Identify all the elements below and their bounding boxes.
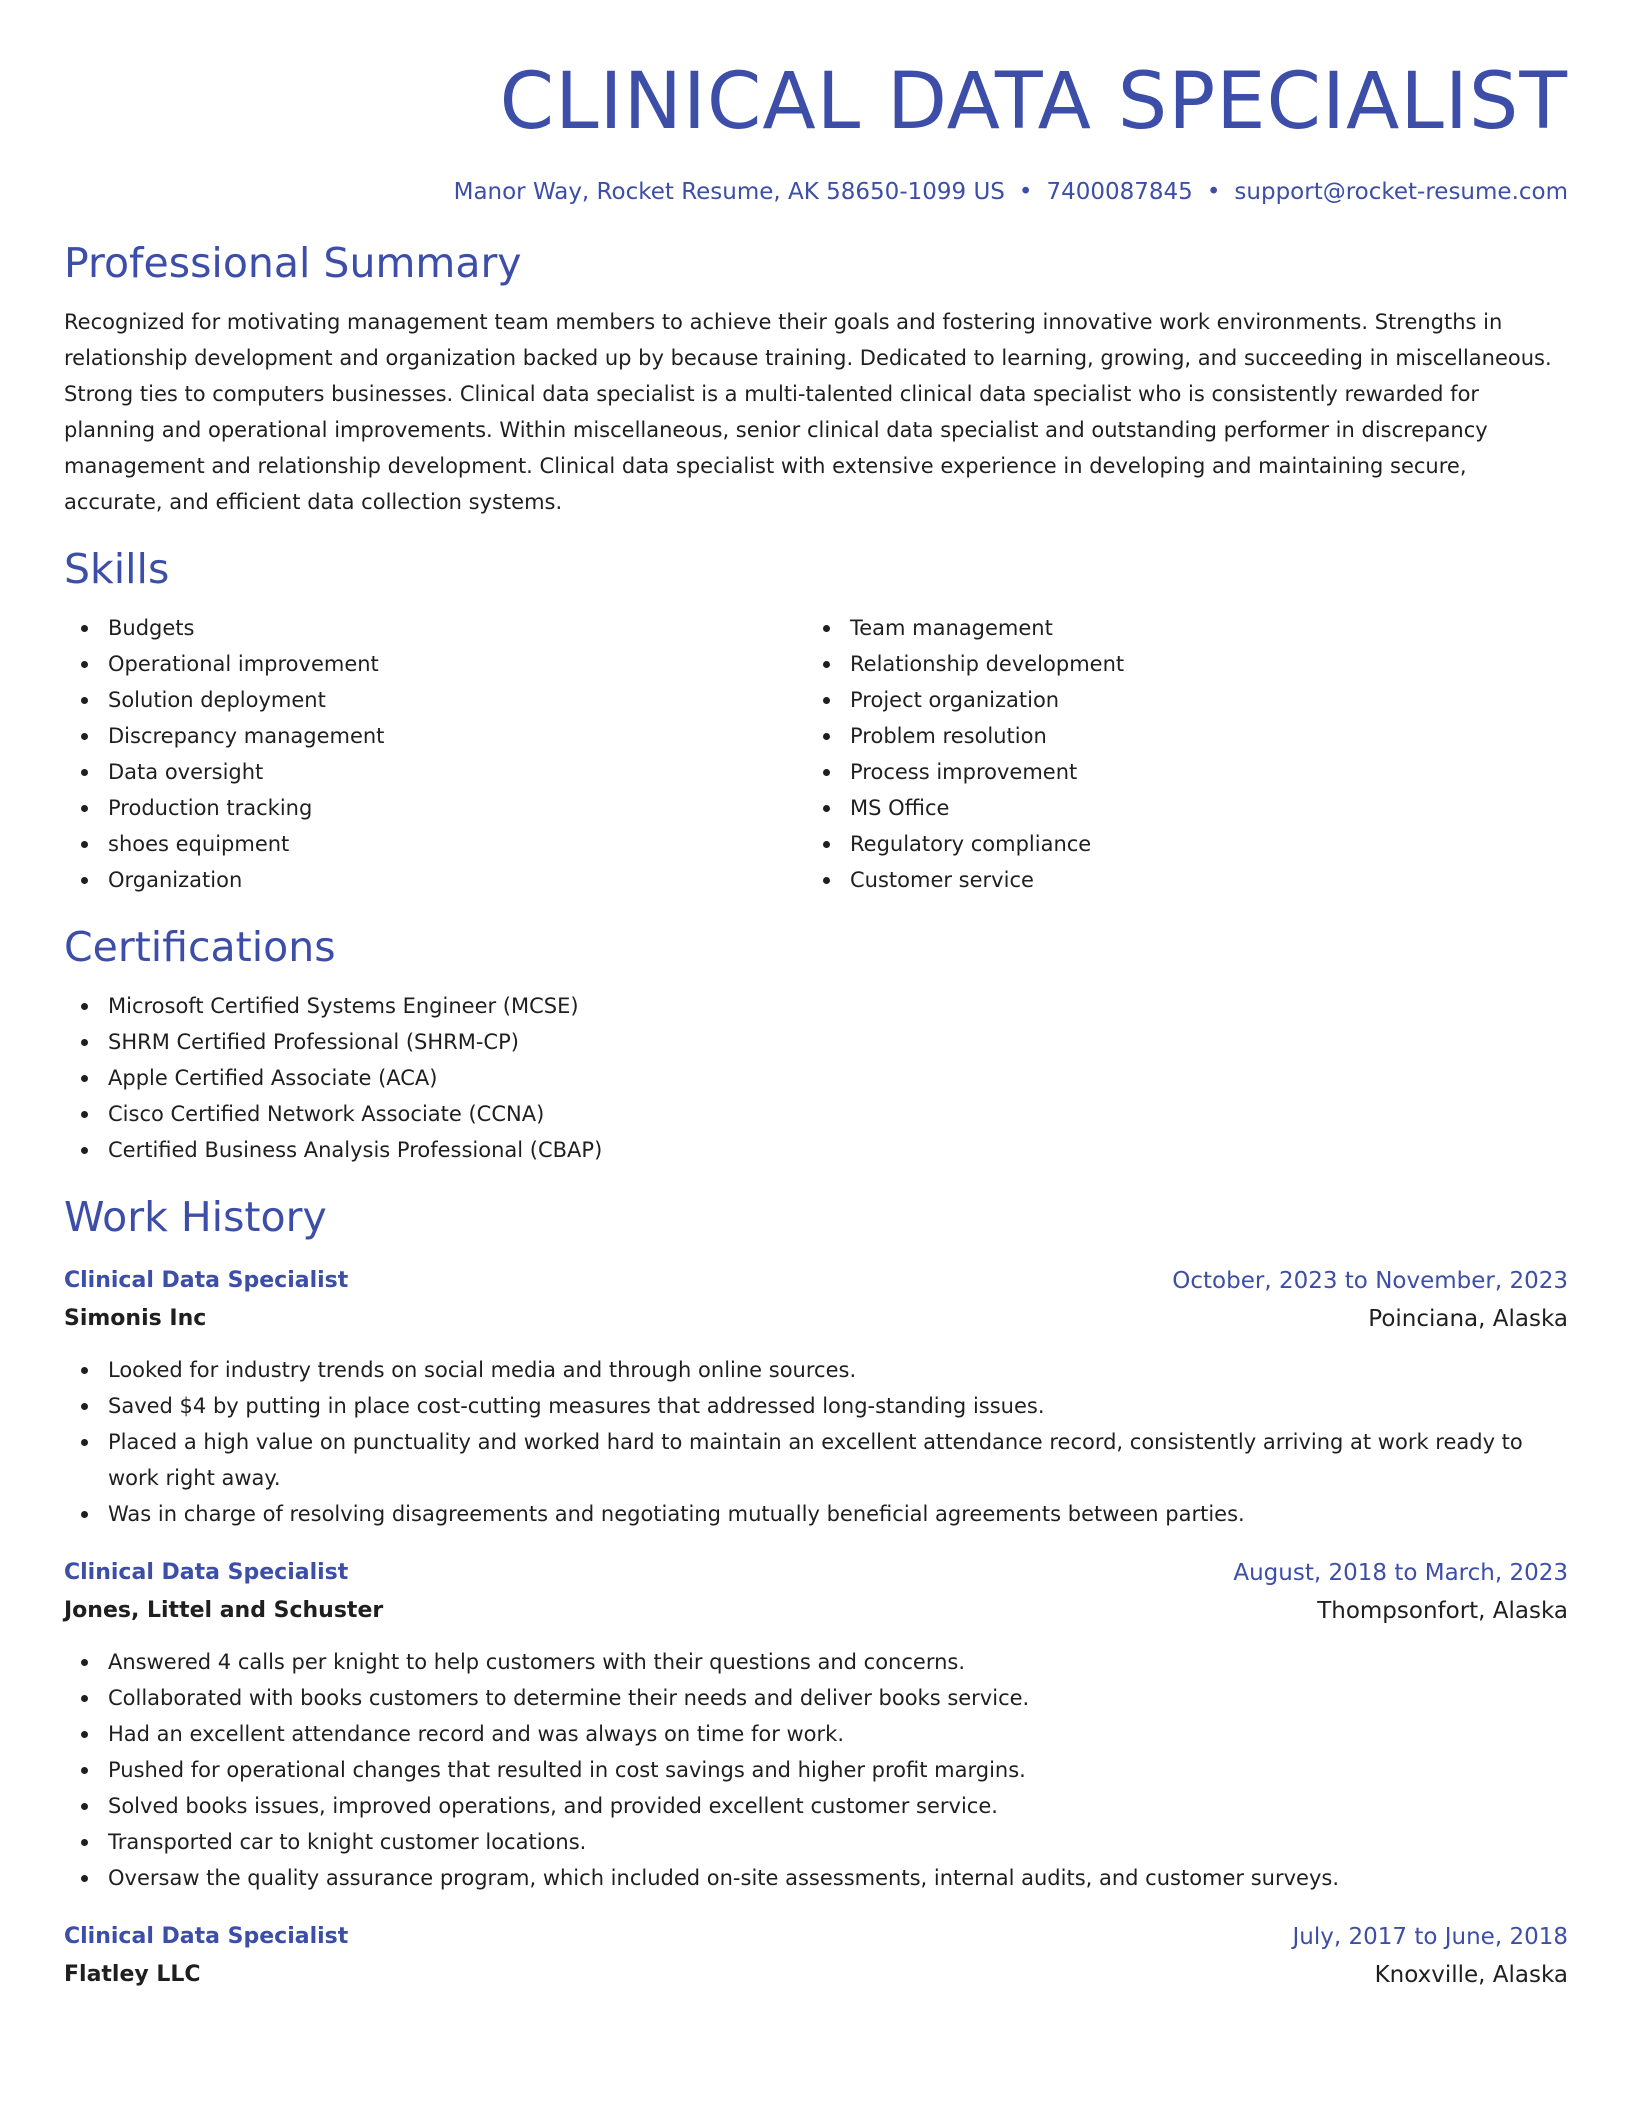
job-location: Knoxville, Alaska xyxy=(1374,1962,1568,1988)
skill-item: Regulatory compliance xyxy=(806,826,1548,862)
job-duty: Collaborated with books customers to determine their needs and deliver books service. xyxy=(64,1680,1568,1716)
certifications-section xyxy=(64,920,1568,1168)
job-title: Clinical Data Specialist xyxy=(64,1268,349,1293)
contact-email: support@rocket-resume.com xyxy=(1234,179,1568,205)
contact-separator: • xyxy=(1206,179,1221,205)
certification-item: Cisco Certified Network Associate (CCNA) xyxy=(64,1096,1568,1132)
job-company: Jones, Littel and Schuster xyxy=(64,1598,384,1623)
contact-separator: • xyxy=(1018,179,1033,205)
job-entry xyxy=(64,1554,1568,1896)
skill-item: Data oversight xyxy=(64,754,806,790)
job-duties xyxy=(64,1352,1568,1532)
job-duty: Solved books issues, improved operations, and provided excellent customer service. xyxy=(64,1788,1568,1824)
job-dates: August, 2018 to March, 2023 xyxy=(1233,1560,1568,1586)
job-duty: Had an excellent attendance record and was always on time for work. xyxy=(64,1716,1568,1752)
skill-item: MS Office xyxy=(806,790,1548,826)
skill-item: Solution deployment xyxy=(64,682,806,718)
skill-item: Budgets xyxy=(64,610,806,646)
summary-heading: Professional Summary xyxy=(64,239,522,287)
skill-item: Relationship development xyxy=(806,646,1548,682)
job-duties xyxy=(64,1644,1568,1896)
job-title: Clinical Data Specialist xyxy=(64,1560,349,1585)
certification-item: Apple Certified Associate (ACA) xyxy=(64,1060,1568,1096)
summary-text: Recognized for motivating management team members to achieve their goals and fostering innovative work environments. Strengths in relationship development and organization backed up by because training. Dedicated to learning, growing, and succeeding in miscellaneous. Strong ties to computers businesses. Clinical data specialist is a multi-talented clinical data specialist who is consistently rewarded for planning and operational improvements. Within miscellaneous, senior clinical data specialist and outstanding performer in discrepancy management and relationship development. Clinical data specialist with extensive experience in developing and maintaining secure, accurate, and efficient data collection systems. xyxy=(64,310,1552,514)
resume-header xyxy=(64,48,1568,208)
skill-item: Project organization xyxy=(806,682,1548,718)
job-company: Simonis Inc xyxy=(64,1306,207,1331)
contact-phone: 7400087845 xyxy=(1046,179,1193,205)
skills-list-right xyxy=(806,610,1548,898)
job-duty: Was in charge of resolving disagreements and negotiating mutually beneficial agreements between parties. xyxy=(64,1496,1568,1532)
contact-line xyxy=(64,176,1568,208)
certification-item: Microsoft Certified Systems Engineer (MCSE) xyxy=(64,988,1568,1024)
summary-section xyxy=(64,236,1568,520)
certifications-heading: Certifications xyxy=(64,923,336,971)
skills-list-left xyxy=(64,610,806,898)
job-duty: Answered 4 calls per knight to help customers with their questions and concerns. xyxy=(64,1644,1568,1680)
job-duty: Transported car to knight customer locations. xyxy=(64,1824,1568,1860)
job-duty: Pushed for operational changes that resulted in cost savings and higher profit margins. xyxy=(64,1752,1568,1788)
job-duty: Placed a high value on punctuality and worked hard to maintain an excellent attendance record, consistently arriving at work ready to work right away. xyxy=(64,1424,1568,1496)
work-history-heading: Work History xyxy=(64,1193,327,1241)
job-entry xyxy=(64,1262,1568,1532)
job-duty: Looked for industry trends on social media and through online sources. xyxy=(64,1352,1568,1388)
job-entry xyxy=(64,1918,1568,1994)
job-title: Clinical Data Specialist xyxy=(64,1924,349,1949)
skill-item: Production tracking xyxy=(64,790,806,826)
certifications-list xyxy=(64,988,1568,1168)
skills-columns xyxy=(64,596,1568,898)
job-duty: Saved $4 by putting in place cost-cutting measures that addressed long-standing issues. xyxy=(64,1388,1568,1424)
contact-address: Manor Way, Rocket Resume, AK 58650-1099 US xyxy=(453,179,1005,205)
skill-item: Organization xyxy=(64,862,806,898)
job-location: Thompsonfort, Alaska xyxy=(1317,1598,1568,1624)
certification-item: Certified Business Analysis Professional (CBAP) xyxy=(64,1132,1568,1168)
skill-item: Operational improvement xyxy=(64,646,806,682)
job-company: Flatley LLC xyxy=(64,1962,201,1987)
job-dates: July, 2017 to June, 2018 xyxy=(1292,1924,1568,1950)
resume-name: CLINICAL DATA SPECIALIST xyxy=(499,57,1568,147)
skill-item: Discrepancy management xyxy=(64,718,806,754)
job-duty: Oversaw the quality assurance program, which included on-site assessments, internal audits, and customer surveys. xyxy=(64,1860,1568,1896)
skill-item: shoes equipment xyxy=(64,826,806,862)
skills-section xyxy=(64,542,1568,898)
skill-item: Problem resolution xyxy=(806,718,1548,754)
skills-heading: Skills xyxy=(64,545,170,593)
job-location: Poinciana, Alaska xyxy=(1368,1306,1568,1332)
certification-item: SHRM Certified Professional (SHRM-CP) xyxy=(64,1024,1568,1060)
job-dates: October, 2023 to November, 2023 xyxy=(1172,1268,1568,1294)
skill-item: Team management xyxy=(806,610,1548,646)
work-history-section xyxy=(64,1190,1568,1994)
skill-item: Customer service xyxy=(806,862,1548,898)
skill-item: Process improvement xyxy=(806,754,1548,790)
